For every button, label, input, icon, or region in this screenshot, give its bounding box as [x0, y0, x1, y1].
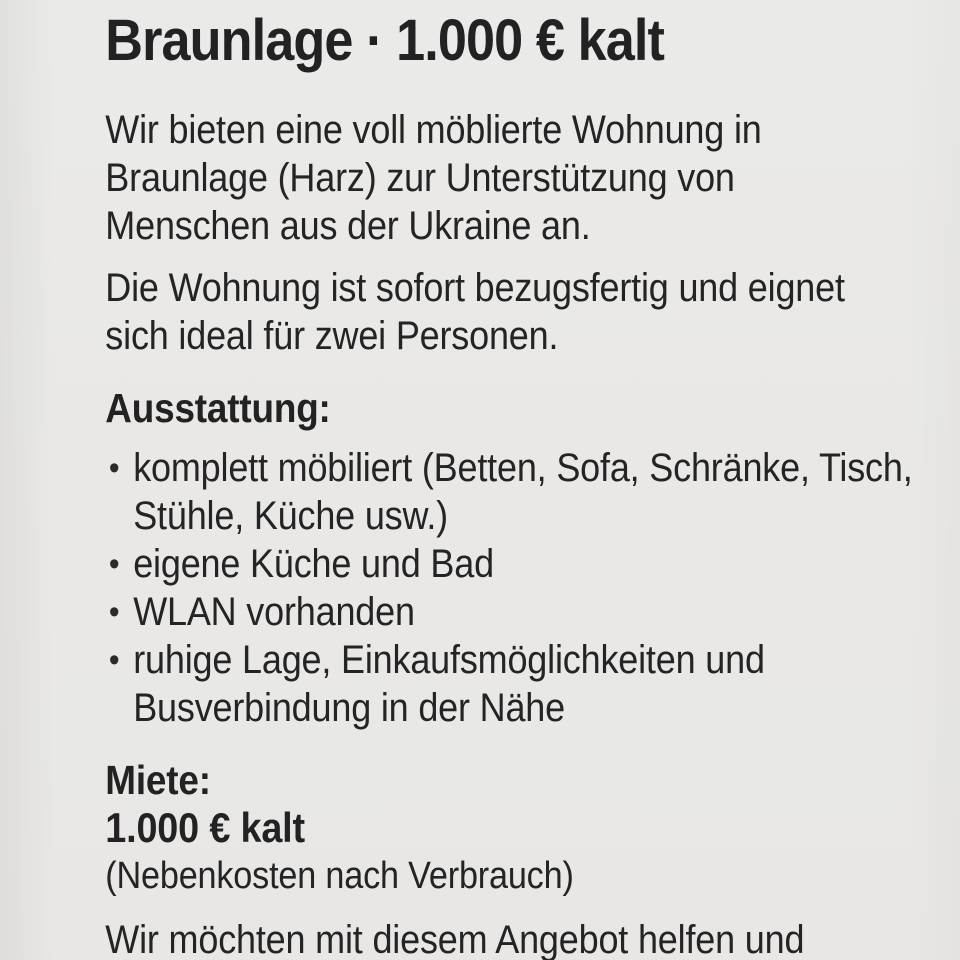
feature-item-kitchen-bath: • eigene Küche und Bad — [133, 540, 924, 588]
closing-paragraph: Wir möchten mit diesem Angebot helfen und — [105, 918, 805, 960]
feature-item-wlan: • WLAN vorhanden — [133, 588, 924, 636]
rent-heading: Miete: — [105, 757, 211, 803]
features-list — [105, 444, 924, 732]
intro-paragraph-1: Wir bieten eine voll möblierte Wohnung in Braunlage (Harz) zur Unterstützung von Menschen aus der Ukraine an. — [105, 108, 762, 248]
rent-note: (Nebenkosten nach Verbrauch) — [105, 855, 574, 897]
intro-paragraph-2: Die Wohnung ist sofort bezugsfertig und eignet sich ideal für zwei Personen. — [105, 266, 845, 358]
listing-title: Braunlage · 1.000 € kalt — [105, 8, 664, 73]
rent-amount: 1.000 € kalt — [105, 804, 305, 851]
feature-item-location: • ruhige Lage, Einkaufsmöglichkeiten und Busverbindung in der Nähe — [133, 636, 924, 732]
feature-item-furnished: • komplett möbiliert (Betten, Sofa, Schränke, Tisch, Stühle, Küche usw.) — [133, 444, 924, 540]
features-heading: Ausstattung: — [105, 385, 331, 431]
